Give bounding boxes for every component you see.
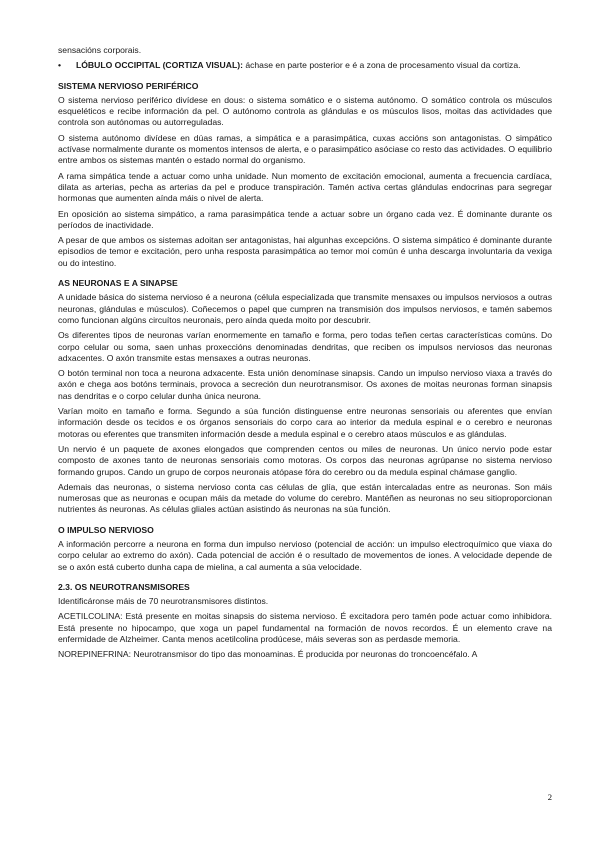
occipital-text: áchase en parte posterior e é a zona de procesamento visual da cortiza.	[242, 60, 521, 71]
section-heading-neurons: AS NEURONAS E A SINAPSE	[58, 278, 178, 289]
page-number: 2	[547, 792, 552, 802]
paragraph: O sistema nervioso periférico divídese en dous: o sistema somático e o sistema autónomo. O somático controla os músculos esqueléticos e recibe información da pel. O autónomo controla as glándulas e os músculos lisos, moitas das actividades que controla son autónomas ou autorreguladas.	[58, 94, 552, 128]
section-heading-neurotransmitters: 2.3. OS NEUROTRANSMISORES	[58, 581, 190, 592]
paragraph: Ademais das neuronas, o sistema nervioso conta cas células de glía, que están intercaladas entre as neuronas. Son máis numerosas que as neuronas e ocupan máis da metade do volume do cerebro. Mantéñen as neuronas no seu sitioproporcionan nutrientes ás neuronas. As células gliales actúan asistindo ás neuronas na súa función.	[58, 481, 552, 515]
occipital-item	[58, 60, 552, 71]
paragraph: A rama simpática tende a actuar como unha unidade. Nun momento de excitación emocional, aumenta a frecuencia cardíaca, dilata as arterias, pecha as arterias da pel e produce transpiración. Tamén activa certas glándulas endocrinas para segregar hormonas que aumenten aínda máis o nivel de alerta.	[58, 170, 552, 204]
paragraph: En oposición ao sistema simpático, a rama parasimpática tende a actuar sobre un órgano cada vez. É dominante durante os períodos de inactividade.	[58, 208, 552, 230]
bullet-icon: •	[58, 60, 62, 71]
paragraph: A unidade básica do sistema nervioso é a neurona (célula especializada que transmite mensaxes ou impulsos nerviosos a outras neuronas, glándulas e músculos). Coñecemos o papel que cumpren na transmisión dos impulsos nerviosos, e tamén sabemos como funcionan algúns circuítos neuronais, pero aínda queda moito por descubrir.	[58, 292, 552, 325]
paragraph: ACETILCOLINA: Está presente en moitas sinapsis do sistema nervioso. É excitadora pero tamén pode actuar como inhibidora. Está presente no hipocampo, que xoga un papel fundamental na formación de novos recordos. É un elemento crave na enfermidade de Alzheimer. Canta menos acetilcolina prodúcese, máis severas son as perdasde memoria.	[58, 611, 552, 645]
section-heading-peripheral: SISTEMA NERVIOSO PERIFÉRICO	[58, 80, 199, 91]
paragraph: A pesar de que ambos os sistemas adoitan ser antagonistas, hai algunhas excepcións. O sistema simpático é dominante durante episodios de temor e excitación, pero unha resposta parasimpática ao temor moi común é unha descarga involuntaria da vexiga ou do intestino.	[58, 235, 552, 268]
section-heading-impulse: O IMPULSO NERVIOSO	[58, 524, 154, 535]
paragraph: NOREPINEFRINA: Neurotransmisor do tipo das monoaminas. É producida por neuronas do troncoencéfalo. A	[58, 649, 478, 660]
paragraph: O sistema autónomo divídese en dúas ramas, a simpática e a parasimpática, cuxas accións son antagonistas. O simpático actívase normalmente durante os momentos intensos de alerta, e o parasimpático asóciase co resto das actividades. O equilibrio entre ambos os sistemas mantén o estado normal do organismo.	[58, 132, 552, 166]
paragraph: A información percorre a neurona en forma dun impulso nervioso (potencial de acción: un impulso electroquímico que viaxa do corpo celular ao extremo do axón). Cada potencial de acción é o resultado de movementos de iones. A velocidade depende de se o axón está cuberto dunha capa de mielina, a cal aumenta a súa velocidade.	[58, 538, 552, 572]
paragraph: Identificáronse máis de 70 neurotransmisores distintos.	[58, 596, 269, 607]
paragraph: Os diferentes tipos de neuronas varían enormemente en tamaño e forma, pero todas teñen certas características comúns. Do corpo celular ou soma, saen unhas proxeccións denominadas dendritas, que reciben os impulsos nerviosos das neuronas adxacentes. O axón transmite estas mensaxes a outras neuronas.	[58, 330, 552, 363]
paragraph: Varían moito en tamaño e forma. Segundo a súa función distinguense entre neuronas sensoriais ou aferentes que envían información desde os tecidos e os órganos sensoriais do corpo cara ao interior da medula espinal e o cerebro e neuronas motoras ou eferentes que transmiten información desde a medula espinal e o cerebro ataos músculos e as glándulas.	[58, 406, 552, 439]
paragraph: O botón terminal non toca a neurona adxacente. Esta unión denomínase sinapsis. Cando un impulso nervioso viaxa a través do axón e chega aos botóns terminais, provoca a secreción dun neurotransmisor. Os axones de moitas neuronas forman sinapsis nas dendritas e o corpo celular dunha única neurona.	[58, 368, 552, 401]
paragraph: Un nervio é un paquete de axones elongados que comprenden centos ou miles de neuronas. Un único nervio pode estar composto de axones tanto de neuronas sensoriais como motoras. Os corpos das neuronas agrúpanse no sistema nervioso formando grupos. Cando un grupo de corpos neuronais atópase fóra do cerebro ou da medula espinal chámase ganglio.	[58, 443, 552, 477]
intro-tail-text: sensacións corporais.	[58, 45, 142, 55]
occipital-label: LÓBULO OCCIPITAL (CORTIZA VISUAL):	[76, 60, 243, 71]
